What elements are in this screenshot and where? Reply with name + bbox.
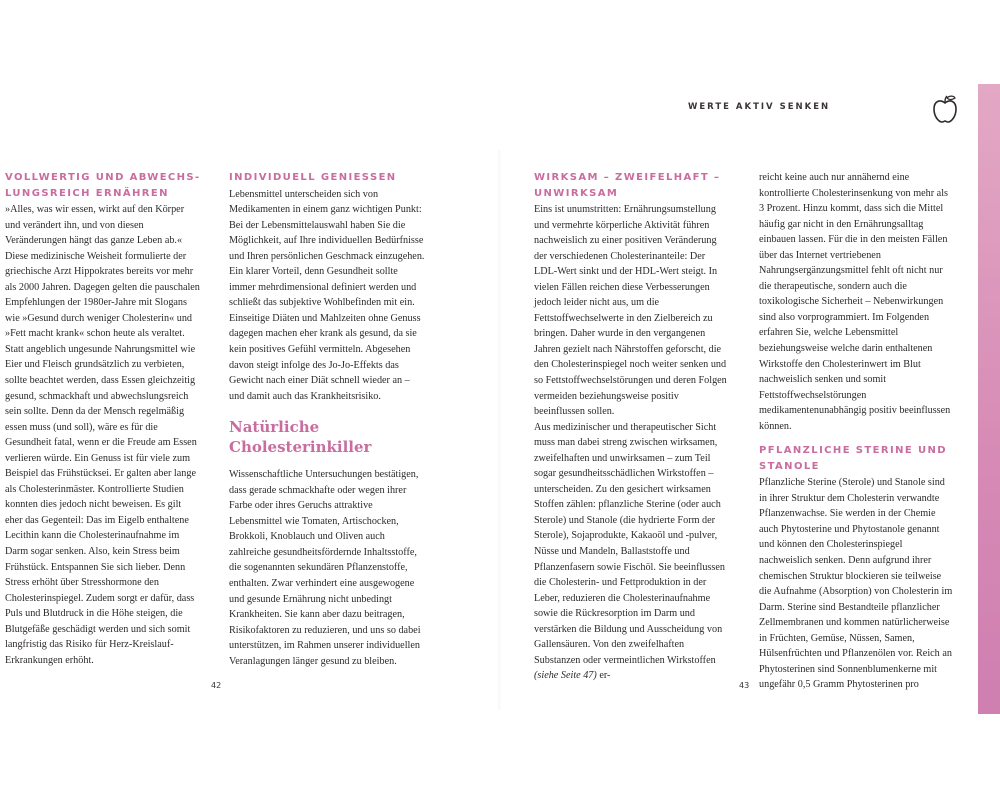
- section-body-vollwertig: »Alles, was wir essen, wirkt auf den Körper und verändert ihn, und von diesen Veränderungen hängt das ganze Leben ab.« Diese medizinische Weisheit formulierte der griechische Arzt Hippokrates bereits vor mehr als 2000 Jahren. Dagegen gelten die pauschalen Empfehlungen der 1980er-Jahre mit Slogans wie »Gesund durch weniger Cholesterin« und »Fett macht krank« schon heute als veraltet. Statt angeblich ungesunde Nahrungsmittel wie Eier und Fleisch grundsätzlich zu verbieten, sollte beachtet werden, dass Essen gleichzeitig gesund, schmackhaft und abwechslungsreich sein sollte. Denn da der Mensch regelmäßig essen muss (und soll), wäre es für die Gesundheit fatal, wenn er die Freude am Essen verlieren würde. Ein Genuss ist für viele zum Beispiel das Frühstücksei. Er galten aber lange als Cholesterinmäster. Kontrollierte Studien konnten dies jedoch nicht beweisen. Es gilt eher das Gegenteil: Das im Eigelb enthaltene Lecithin kann die Cholesterinaufnahme im Darm sogar senken. Also, kein Stress beim Frühstück. Entspannen Sie sich lieber. Denn Stress erhöht über Stresshormone den Cholesterinspiegel. Zudem sorgt er dafür, dass Puls und Blutdruck in die Höhe steigen, die Blutgefäße geschädigt werden und sich somit langfristig das Risiko für Herz-Kreislauf-Erkrankungen erhöht.: [5, 204, 200, 666]
- right-page-column-1: [534, 170, 730, 684]
- section-body-wirksam-2-text: Aus medizinischer und therapeutischer Sicht muss man dabei streng zwischen wirksamen, zweifelhaften und unwirksamen – zum Teil sogar gesundheitsschädlichen Wirkstoffen – unterscheiden. Zu den gesichert wirksamen Stoffen zählen: pflanzliche Sterine (oder auch Sterole) und Stanole (die hydrierte Form der Sterole), Sojaprodukte, Kakaoöl und -pulver, Nüsse und Mandeln, Ballaststoffe und Pflanzenfasern sowie Fischöl. Sie beeinflussen die Cholesterin- und Fettproduktion in der Leber, reduzieren die Cholesterinaufnahme sowie die Rückresorption im Darm und verstärken die Bildung und Ausscheidung von Gallensäuren. Von den zweifelhaften Substanzen oder vermeintlichen Wirkstoffen: [534, 421, 725, 666]
- section-body-wirksam-continued: reicht keine auch nur annähernd eine kontrollierte Cholesterinsenkung von mehr als 3 Prozent. Hinzu kommt, dass sich die Mittel häufig gar nicht in den Ernährungsalltag einbauen lassen. Für die in den meisten Fällen über das Internet vertriebenen Nahrungsergänzungsmittel fehlt oft nicht nur die therapeutische, sondern auch die toxikologische Sicherheit – Nebenwirkungen sind also vorprogrammiert. Im Folgenden erfahren Sie, welche Lebensmittel beziehungsweise welche darin enthaltenen Wirkstoffe den Cholesterinwert im Blut nachweislich senken und somit Fettstoffwechselstörungen medikamentenunabhängig positiv beeinflussen können.: [759, 172, 951, 432]
- page-number-right: 43: [739, 681, 750, 690]
- running-head: WERTE AKTIV SENKEN: [688, 102, 831, 112]
- section-body-pflanzliche-sterine: Pflanzliche Sterine (Sterole) und Stanole sind in ihrer Struktur dem Cholesterin verwandte Pflanzenwachse. Sie werden in der Chemie auch Phytosterine und Phytostanole genannt und können den Cholesterinspiegel nachweislich senken. Denn aufgrund ihrer chemischen Struktur blockieren sie teilweise die Aufnahme (Absorption) von Cholesterin im Darm. Sterine sind Bestandteile pflanzlicher Zellmembranen und kommen natürlicherweise in Früchten, Gemüse, Nüssen, Samen, Hülsenfrüchten und Pflanzenölen vor. Reich an Phytosterinen sind Sonnenblumenkerne mit ungefähr 0,5 Gramm Phytosterinen pro: [759, 477, 953, 691]
- chapter-tab: [978, 84, 1000, 714]
- apple-icon: [932, 94, 958, 124]
- section-heading-pflanzliche-sterine: PFLANZLICHE STERINE UND STANOLE: [759, 445, 947, 472]
- section-heading-cholesterinkiller: Natürliche Cholesterinkiller: [229, 418, 372, 457]
- section-heading-individuell: INDIVIDUELL GENIESSEN: [229, 172, 397, 183]
- page-number-left: 42: [211, 681, 222, 690]
- section-body-wirksam-2-end: er-: [596, 670, 611, 682]
- section-heading-wirksam: WIRKSAM – ZWEIFELHAFT – UNWIRKSAM: [534, 172, 721, 199]
- section-body-wirksam-1: Eins ist unumstritten: Ernährungsumstellung und vermehrte körperliche Aktivität führen nachweislich zu einer positiven Veränderung der verschiedenen Cholesterinanteile: Der LDL-Wert sinkt und der HDL-Wert steigt. In vielen Fällen reichen diese Verbesserungen jedoch leider nicht aus, um die Fettstoffwechselwerte in den Zielbereich zu bringen. Daher wurde in den vergangenen Jahren gezielt nach Nährstoffen geforscht, die den Cholesterinspiegel noch weiter senken und so Fettstoffwechselstörungen und deren Folgen vermeiden beziehungsweise positiv beeinflussen sollen.: [534, 204, 727, 418]
- section-body-individuell: Lebensmittel unterscheiden sich von Medikamenten in einem ganz wichtigen Punkt: Bei der Lebensmittelauswahl haben Sie die Möglichkeit, auf Ihre individuellen Bedürfnisse und Ihren persönlichen Geschmack einzugehen. Ein klarer Vorteil, denn Gesundheit sollte immer mehrdimensional definiert werden und schließt das subjektive Wohlbefinden mit ein. Einseitige Diäten und Mahlzeiten ohne Genuss dagegen machen eher krank als gesund, da sie kein positives Gefühl vermitteln. Abgesehen davon steigt infolge des Jo-Jo-Effekts das Gewicht nach einer Diät schnell wieder an – und damit auch das Krankheitsrisiko.: [229, 188, 425, 402]
- section-heading-vollwertig: VOLLWERTIG UND ABWECHS- LUNGSREICH ERNÄHREN: [5, 172, 201, 199]
- left-page-column-2: [229, 170, 425, 669]
- page-gutter: [498, 150, 502, 710]
- left-page-column-1: [5, 170, 201, 668]
- page-reference: (siehe Seite 47): [534, 670, 597, 682]
- section-body-wirksam-2: [534, 420, 730, 684]
- right-page-column-2: [759, 170, 955, 693]
- section-body-cholesterinkiller: Wissenschaftliche Untersuchungen bestätigen, dass gerade schmackhafte oder wegen ihrer Farbe oder ihres Geruchs attraktive Lebensmittel wie Tomaten, Artischocken, Brokkoli, Knoblauch und Oliven auch zahlreiche gesundheitsfördernde Inhaltsstoffe, die sogenannten sekundären Pflanzenstoffe, enthalten. Zwar verhindert eine ausgewogene und gesunde Ernährung nicht unbedingt Krankheiten. Sie kann aber dazu beitragen, Risikofaktoren zu reduzieren, und uns so dabei unterstützen, im Rahmen unserer individuellen Veranlagungen länger gesund zu bleiben.: [229, 469, 421, 667]
